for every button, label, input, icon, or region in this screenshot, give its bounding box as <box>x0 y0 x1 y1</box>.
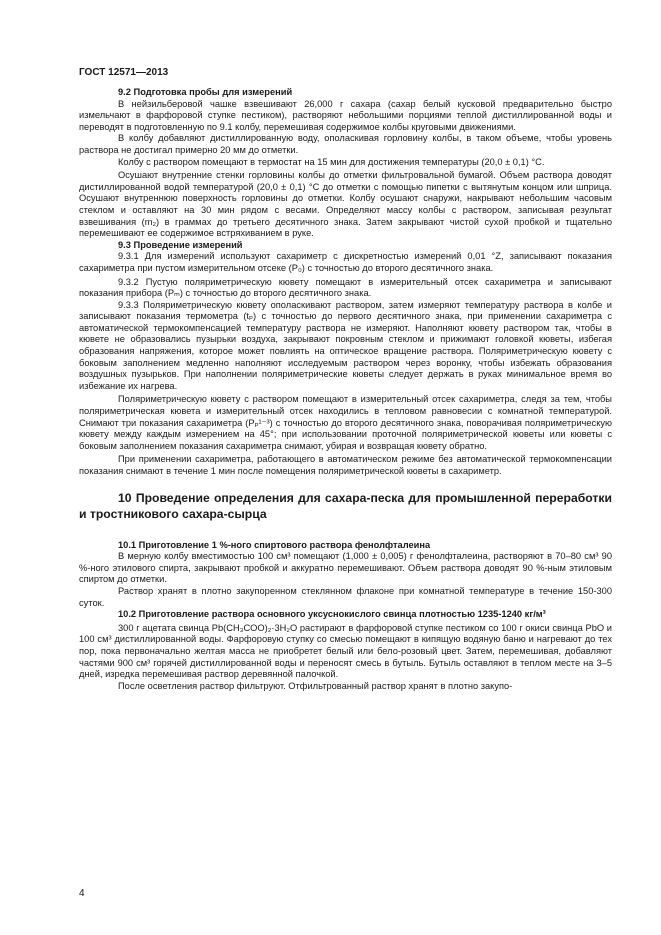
paragraph: После осветления раствор фильтруют. Отфильтрованный раствор хранят в плотно закупо- <box>118 680 513 691</box>
section-heading-9-2: 9.2 Подготовка пробы для измерений <box>118 87 293 97</box>
section-title-10: 10 Проведение определения для сахара-песка для промышленной переработки и тростникового сахара-сырца <box>79 490 612 521</box>
paragraph: В колбу добавляют дистиллированную воду, ополаскивая горловину колбы, в таком объеме, чтобы уровень раствора не достигал примерно 20 мм до отметки. <box>79 133 612 155</box>
paragraph: Колбу с раствором помещают в термостат на 15 мин для достижения температуры (20,0 ± 0,1) °С. <box>118 156 545 167</box>
paragraph: В мерную колбу вместимостью 100 см³ помещают (1,000 ± 0,005) г фенолфталеина, растворяют в 70–80 см³ 90 %-ного этилового спирта, закрывают пробкой и аккуратно перемешивают. Объем раствора доводят 90 %-ным этиловым спиртом до отметки. <box>79 551 612 585</box>
paragraph: Поляриметрическую кювету с раствором помещают в измерительный отсек сахариметра, следя за тем, чтобы поляриметрическая кювета и измерительный отсек находились в тепловом равновесии с комнатной температурой. Снимают три показания сахариметра (Pₚ¹⁻³) с точностью до второго десятичного знака, поворачивая поляриметрическую кювету между каждым измерением на 45°; при использовании проточной поляриметрической кюветы или кюветы с боковым заполнением показания сахариметра снимают, убирая и возвращая кювету обратно. <box>79 394 612 451</box>
section-heading-10-2: 10.2 Приготовление раствора основного уксуснокислого свинца плотностью 1235-1240 кг/м³ <box>118 609 546 620</box>
document-header: ГОСТ 12571—2013 <box>79 67 169 78</box>
paragraph: Осушают внутренние стенки горловины колбы до отметки фильтровальной бумагой. Объем раствора доводят дистиллированной водой температурой (20,0 ± 0,1) °С до отметки с помощью пипетки с вытянутым концом или шприца. Осушают внутреннюю поверхность горловины до отметки. Колбу осушают снаружи, накрывают небольшим часовым стеклом и оставляют на 30 мин рядом с весами. Определяют массу колбы с раствором, записывая результат взвешивания (m₂) в граммах до третьего десятичного знака. Затем закрывают чистой сухой пробкой и тщательно перемешивают ее содержимое встряхиванием в руке. <box>79 170 612 239</box>
paragraph: 300 г ацетата свинца Pb(CH₃COO)₂·3H₂O растирают в фарфоровой ступке пестиком со 100 г окиси свинца PbO и 100 см³ дистиллированной воды. Фарфоровую ступку со смесью помещают в кипящую водяную баню и нагревают до тех пор, пока первоначально желтая масса не приобретет белый или бело-розовый цвет. Затем, перемешивая, добавляют частями 900 см³ горячей дистиллированной воды и переносят смесь в бутыль. Бутыль оставляют в теплом месте на 3–5 дней, изредка перемешивая раствор деревянной палочкой. <box>79 622 612 680</box>
page-number: 4 <box>79 888 85 899</box>
paragraph: При применении сахариметра, работающего в автоматическом режиме без автоматической термокомпенсации показания снимают в течение 1 мин после помещения поляриметрической кюветы в сахариметр. <box>79 454 612 476</box>
section-heading-10-1: 10.1 Приготовление 1 %-ного спиртового раствора фенолфталеина <box>118 539 431 550</box>
section-heading-9-3: 9.3 Проведение измерений <box>118 239 243 250</box>
paragraph: 9.3.1 Для измерений используют сахариметр с дискретностью измерений 0,01 °Z, записывают показания сахариметра при пустом измерительном отсеке (P₀) с точностью до второго десятичного знака. <box>79 251 612 273</box>
paragraph: Раствор хранят в плотно закупоренном стеклянном флаконе при комнатной температуре в течение 150-300 суток. <box>79 585 612 608</box>
paragraph: В нейзильберовой чашке взвешивают 26,000 г сахара (сахар белый кусковой предварительно быстро измельчают в фарфоровой ступке пестиком), растворяют небольшими порциями теплой дистиллированной воды и переводят в подготовленную по 9.1 колбу, перемешивая содержимое колбы круговыми движениями. <box>79 98 612 132</box>
paragraph: 9.3.2 Пустую поляриметрическую кювету помещают в измерительный отсек сахариметра и записывают показания прибора (Pₘ) с точностью до второго десятичного знака. <box>79 276 612 299</box>
paragraph: 9.3.3 Поляриметрическую кювету ополаскивают раствором, затем измеряют температуру раствора в колбе и записывают показания термометра (tₚ) с точностью до первого десятичного знака, при применении сахариметра с автоматической термокомпенсацией температуру раствора не измеряют. Наполняют кювету раствором так, чтобы в кювете не образовались пузырьки воздуха, закрывают покровным стеклом и прижимают головкой кюветы, избегая образования напряжения, которое может повлиять на оптическое вращение раствора. Поляриметрическую кювету с боковым заполнением медленно наполняют исследуемым раствором через воронку, чтобы избежать образования воздушных пузырьков. При наполнении поляриметрические кюветы следует держать в руках минимальное время во избежание их нагрева. <box>79 299 612 391</box>
document-body <box>79 87 612 692</box>
